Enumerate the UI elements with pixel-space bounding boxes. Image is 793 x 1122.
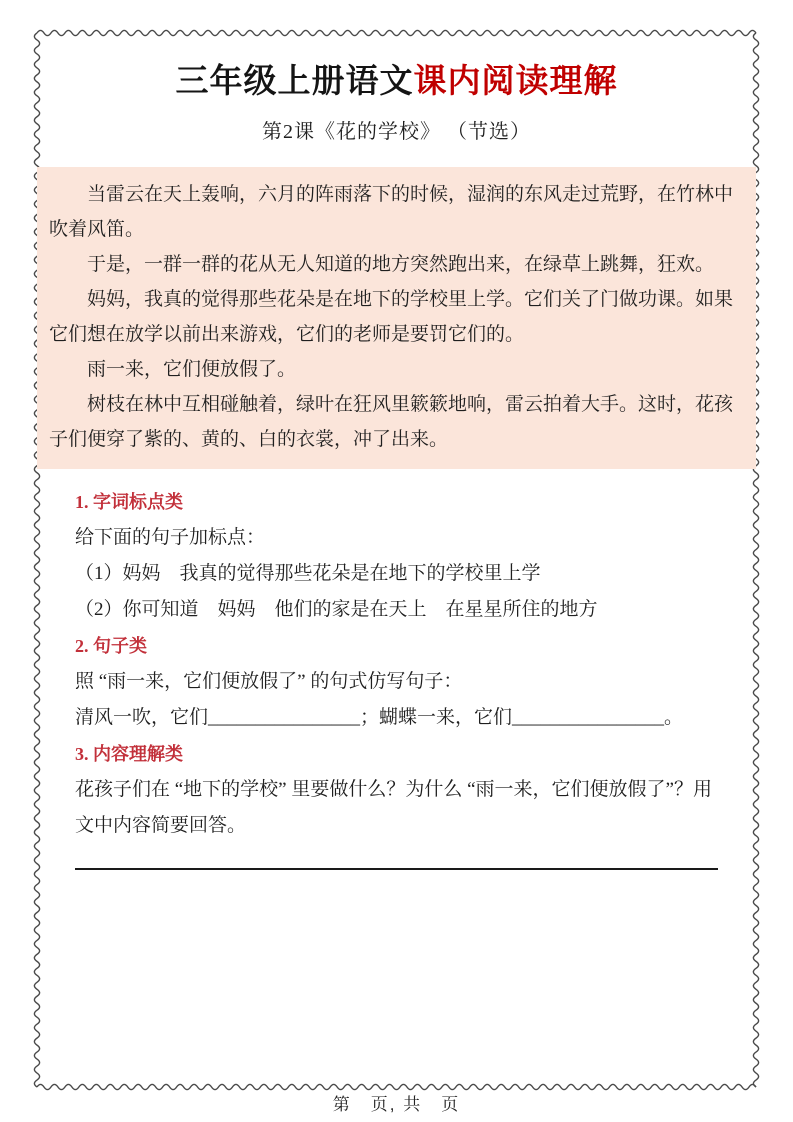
- lesson-subtitle: 第2课《花的学校》 （节选）: [262, 121, 531, 143]
- passage-paragraph-3: 妈妈，我真的觉得那些花朵是在地下的学校里上学。它们关了门做功课。如果它们想在放学以前出来游戏，它们的老师是要罚它们的。: [49, 289, 734, 345]
- section-3-heading: 3. 内容理解类: [75, 744, 183, 764]
- passage-paragraph-2: 于是，一群一群的花从无人知道的地方突然跑出来，在绿草上跳舞，狂欢。: [87, 254, 715, 275]
- section-1-item-2: （2）你可知道 妈妈 他们的家是在天上 在星星所住的地方: [75, 599, 598, 620]
- passage-paragraph-4: 雨一来，它们便放假了。: [87, 359, 297, 380]
- page-content: [37, 33, 756, 870]
- title-black-text: 三年级上册语文: [175, 64, 414, 100]
- section-2-instruction: 照 “雨一来，它们便放假了” 的句式仿写句子：: [75, 671, 463, 692]
- page-footer: 第 页, 共 页: [332, 1095, 461, 1114]
- passage-paragraph-5: 树枝在林中互相碰触着，绿叶在狂风里簌簌地响，雷云拍着大手。这时，花孩子们便穿了紫的、黄的、白的衣裳，冲了出来。: [49, 394, 734, 450]
- questions-area: [75, 484, 718, 844]
- passage-block: [37, 167, 756, 469]
- section-1-instruction: 给下面的句子加标点：: [75, 527, 266, 548]
- page-title: [37, 60, 756, 104]
- section-1-heading: 1. 字词标点类: [75, 492, 183, 512]
- section-2-fill-blanks: 清风一吹，它们________________；蝴蝶一来，它们________________。: [75, 707, 684, 728]
- passage-paragraph-1: 当雷云在天上轰响，六月的阵雨落下的时候，湿润的东风走过荒野，在竹林中吹着风笛。: [49, 184, 734, 240]
- section-3-question: 花孩子们在 “地下的学校” 里要做什么？为什么 “雨一来，它们便放假了”？用文中内容简要回答。: [75, 779, 712, 836]
- section-2-heading: 2. 句子类: [75, 636, 147, 656]
- answer-line: [75, 868, 718, 870]
- section-1-item-1: （1）妈妈 我真的觉得那些花朵是在地下的学校里上学: [75, 563, 541, 584]
- title-red-text: 课内阅读理解: [413, 64, 618, 100]
